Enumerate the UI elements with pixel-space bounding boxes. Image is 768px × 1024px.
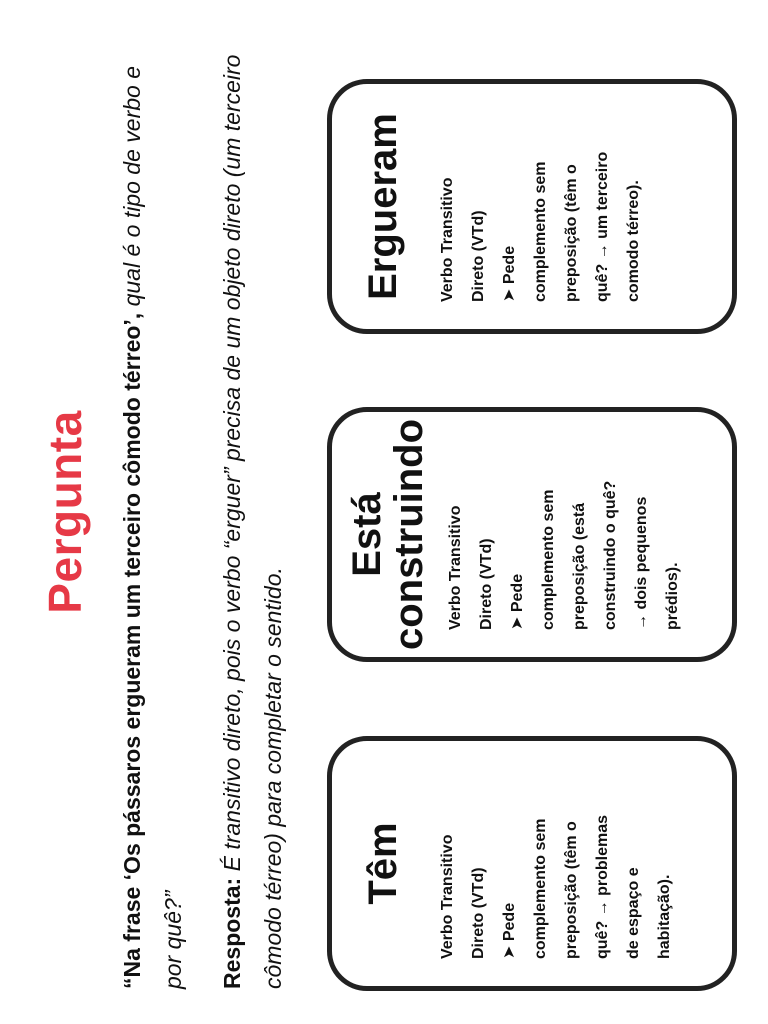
card-line: prédios). (664, 562, 681, 630)
question-text (112, 49, 194, 989)
card-heading (346, 412, 430, 657)
card-line: Direto (VTd) (470, 867, 487, 959)
card-heading-line: construindo (387, 418, 431, 651)
card-text (432, 97, 649, 302)
card-line: Verbo Transitivo (439, 177, 456, 302)
card-line: ➤ Pede (501, 245, 518, 302)
card-text (440, 425, 688, 630)
card-line: preposição (está (571, 502, 588, 630)
card-line: comodo térreo). (625, 180, 642, 302)
card-line: complemento sem (540, 489, 557, 630)
card-heading-line: Está (345, 492, 389, 577)
card-heading: Ergueram (361, 113, 405, 300)
card-line: quê? → um terceiro (594, 151, 611, 302)
answer-label: Resposta: (219, 877, 245, 989)
card-ergueram (327, 79, 737, 334)
card-heading: Têm (361, 822, 405, 905)
card-tem (327, 736, 737, 991)
card-line: Verbo Transitivo (439, 834, 456, 959)
card-line: complemento sem (532, 818, 549, 959)
card-line: ➤ Pede (509, 573, 526, 630)
card-text (432, 754, 680, 959)
card-line: de espaço e (625, 867, 642, 959)
card-line: Direto (VTd) (470, 210, 487, 302)
page-title: Pergunta (39, 410, 91, 614)
card-line: complemento sem (532, 161, 549, 302)
question-bold: “Na frase ‘Os pássaros ergueram um terceiro cômodo térreo’, (119, 312, 145, 989)
card-line: preposição (têm o (563, 164, 580, 302)
card-line: Direto (VTd) (478, 538, 495, 630)
question-italic: qual é o tipo de verbo e por quê?” (119, 66, 186, 989)
card-line: preposição (têm o (563, 821, 580, 959)
answer-text (212, 49, 294, 989)
card-line: quê? → problemas (594, 814, 611, 959)
answer-body: É transitivo direto, pois o verbo “erguer” precisa de um objeto direto (um terceiro cômodo térreo) para completar o sentido. (219, 54, 286, 989)
card-line: habitação). (656, 874, 673, 959)
card-line: ➤ Pede (501, 902, 518, 959)
card-line: Verbo Transitivo (447, 505, 464, 630)
card-line: → dois pequenos (633, 496, 650, 630)
card-esta-construindo (327, 407, 737, 662)
card-line: construindo o quê? (602, 480, 619, 630)
